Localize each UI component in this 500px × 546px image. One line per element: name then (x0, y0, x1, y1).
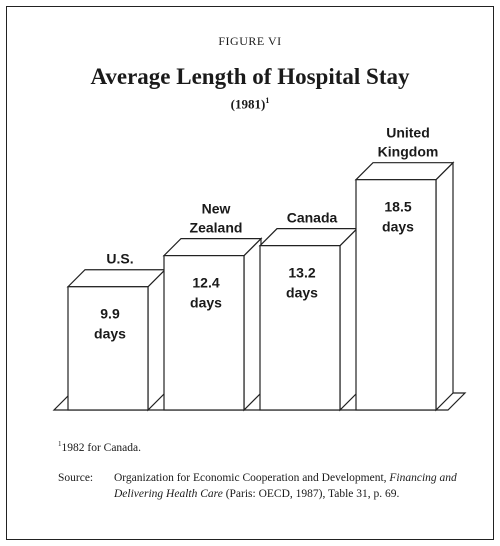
bar-value-label: 18.5 (384, 198, 412, 215)
bar-value-label: days (286, 284, 318, 301)
bar-value-label: days (190, 294, 222, 311)
bar-value-label: 13.2 (288, 264, 316, 281)
chart-title: Average Length of Hospital Stay (90, 64, 410, 89)
subtitle-footnote-marker: 1 (265, 96, 270, 105)
bar-value-label: 9.9 (100, 305, 120, 322)
footnote (58, 440, 141, 454)
category-label: U.S. (106, 250, 134, 267)
category-label: Canada (286, 209, 338, 226)
source-text-before: Organization for Economic Cooperation and Development, (114, 472, 387, 484)
source-note (58, 470, 468, 502)
figure-label: FIGURE VI (218, 34, 282, 48)
bar-0 (68, 251, 165, 410)
bar-top-face (68, 270, 165, 287)
bar-top-face (164, 239, 261, 256)
bar-top-face (356, 163, 453, 180)
category-label: Zealand (189, 219, 243, 236)
category-label: New (201, 200, 231, 217)
bar-side-face (340, 229, 357, 410)
footnote-marker: 1 (58, 440, 62, 448)
bar-top-face (260, 229, 357, 246)
footnote-text: 1982 for Canada. (61, 441, 142, 454)
source-italic-title: Financing and Delivering Health Care (114, 472, 457, 500)
bar-side-face (244, 239, 261, 410)
bar-3 (356, 125, 453, 410)
source-body (114, 470, 468, 502)
source-label: Source: (58, 472, 94, 484)
bar-value-label: days (94, 325, 126, 342)
bar-value-label: days (382, 218, 414, 235)
bar-value-label: 12.4 (192, 274, 220, 291)
category-label: United (386, 124, 430, 141)
category-label: Kingdom (377, 143, 439, 160)
source-text-after: (Paris: OECD, 1987), Table 31, p. 69. (225, 488, 400, 500)
bar-side-face (436, 163, 453, 410)
bar-side-face (148, 270, 165, 410)
bar-2 (260, 210, 357, 410)
bar-1 (164, 201, 261, 410)
chart-subtitle-text: (1981) (230, 96, 266, 112)
